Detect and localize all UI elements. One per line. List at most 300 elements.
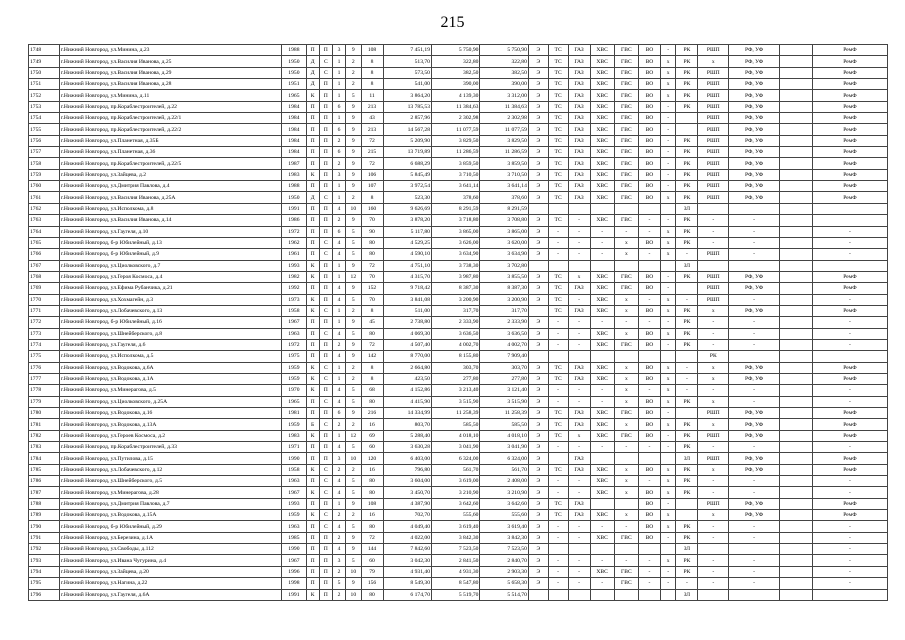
cell-repair-fund: -	[812, 237, 887, 248]
cell-living-area: 8 155,80	[431, 351, 479, 362]
cell-bath: х	[660, 67, 675, 78]
cell-living-area: 4 931,30	[431, 566, 479, 577]
cell-floors: 5	[346, 555, 361, 566]
cell-heating: ТС	[548, 283, 568, 294]
cell-repair-fund: -	[812, 294, 887, 305]
cell-gas: -	[568, 339, 590, 350]
cell-hot-water: -	[614, 521, 638, 532]
cell-address: г.Нижний Новгород, ул.Лобачевского, д.13	[59, 305, 281, 316]
cell-sewerage: -	[638, 578, 660, 589]
cell-floor-type: П	[319, 45, 332, 56]
cell-electricity: Э	[528, 181, 548, 192]
cell-repair-fund: РемФ	[812, 283, 887, 294]
cell-garbage-chute: х	[698, 510, 729, 521]
cell-cold-water: ХВС	[590, 510, 614, 521]
cell-wall-type: П	[306, 328, 319, 339]
cell-facade: РФ, УФ	[729, 135, 780, 146]
cell-entrances: 4	[332, 249, 345, 260]
cell-address: г.Нижний Новгород, ул.Минерагова, д.28	[59, 487, 281, 498]
cell-residential-area: 2 333,90	[480, 317, 528, 328]
cell-facade	[729, 260, 780, 271]
cell-living-area: 4 139,30	[431, 90, 479, 101]
cell-hot-water: ГВС	[614, 192, 638, 203]
cell-address: г.Нижний Новгород, пр.Кораблестроителей, д.22/2	[59, 124, 281, 135]
cell-total-area: 4 507,40	[383, 339, 431, 350]
cell-repair-fund: РемФ	[812, 305, 887, 316]
cell-apartments: 215	[361, 147, 383, 158]
cell-address: г.Нижний Новгород, ул.Василия Иванова, д.25	[59, 56, 281, 67]
table-row	[29, 90, 888, 101]
cell-floor-type: П	[319, 351, 332, 362]
cell-facade: -	[729, 532, 780, 543]
cell-living-area: 378,60	[431, 192, 479, 203]
cell-sewerage	[638, 544, 660, 555]
cell-repair-fund: РемФ	[812, 510, 887, 521]
cell-total-area: 4 529,25	[383, 237, 431, 248]
cell-facade: РФ, УФ	[729, 90, 780, 101]
cell-wall-type: К	[306, 464, 319, 475]
cell-cold-water: ХВС	[590, 56, 614, 67]
cell-electricity: Э	[528, 476, 548, 487]
cell-gas: ГАЗ	[568, 169, 590, 180]
cell-garbage-chute: х	[698, 305, 729, 316]
cell-gas	[568, 351, 590, 362]
cell-address: г.Нижний Новгород, ул.Ефима Рубанчика, д.21	[59, 283, 281, 294]
cell-row-number: 1789	[29, 510, 60, 521]
cell-address: г.Нижний Новгород, ул.Водокова, д.13А	[59, 419, 281, 430]
cell-gas: -	[568, 487, 590, 498]
cell-facade: -	[729, 237, 780, 248]
cell-living-area: 8 291,59	[431, 203, 479, 214]
cell-total-area: 3 878,20	[383, 215, 431, 226]
cell-floor-type: П	[319, 271, 332, 282]
cell-row-number: 1777	[29, 373, 60, 384]
cell-facade: -	[729, 521, 780, 532]
cell-cold-water: ХВС	[590, 124, 614, 135]
cell-sewerage: ВО	[638, 56, 660, 67]
cell-repair-fund: РемФ	[812, 464, 887, 475]
cell-floor-type: П	[319, 408, 332, 419]
cell-floor-type: С	[319, 305, 332, 316]
cell-floor-type: П	[319, 453, 332, 464]
table-row	[29, 271, 888, 282]
cell-blank	[779, 544, 812, 555]
cell-floor-type: С	[319, 510, 332, 521]
cell-heating	[548, 351, 568, 362]
cell-blank	[779, 101, 812, 112]
cell-year-built: 1984	[282, 135, 306, 146]
table-row	[29, 45, 888, 56]
cell-heating: -	[548, 226, 568, 237]
cell-kitchen-stove: РК	[676, 90, 698, 101]
cell-hot-water: ГВС	[614, 532, 638, 543]
cell-garbage-chute: -	[698, 555, 729, 566]
cell-cold-water	[590, 203, 614, 214]
cell-repair-fund: -	[812, 578, 887, 589]
cell-floors: 10	[346, 453, 361, 464]
cell-cold-water: ХВС	[590, 408, 614, 419]
cell-blank	[779, 396, 812, 407]
cell-residential-area: 8 387,30	[480, 283, 528, 294]
cell-wall-type: К	[306, 487, 319, 498]
cell-entrances: 2	[332, 215, 345, 226]
cell-garbage-chute: -	[698, 328, 729, 339]
cell-row-number: 1774	[29, 339, 60, 350]
cell-entrances: 6	[332, 147, 345, 158]
cell-entrances: 4	[332, 396, 345, 407]
cell-floors: 5	[346, 396, 361, 407]
cell-floors: 9	[346, 101, 361, 112]
cell-year-built: 1972	[282, 226, 306, 237]
cell-bath: х	[660, 226, 675, 237]
cell-blank	[779, 260, 812, 271]
cell-repair-fund: РемФ	[812, 419, 887, 430]
cell-total-area: 7 451,19	[383, 45, 431, 56]
cell-hot-water	[614, 351, 638, 362]
cell-gas: ГАЗ	[568, 113, 590, 124]
cell-floor-type: С	[319, 419, 332, 430]
cell-kitchen-stove: -	[676, 373, 698, 384]
cell-electricity: Э	[528, 498, 548, 509]
cell-apartments: 16	[361, 464, 383, 475]
cell-bath: -	[660, 169, 675, 180]
cell-hot-water: х	[614, 510, 638, 521]
cell-total-area: 6 688,29	[383, 158, 431, 169]
cell-repair-fund: РемФ	[812, 169, 887, 180]
cell-total-area: 5 117,80	[383, 226, 431, 237]
cell-year-built: 1983	[282, 430, 306, 441]
cell-living-area: 3 210,90	[431, 487, 479, 498]
cell-heating: -	[548, 385, 568, 396]
cell-living-area: 3 636,50	[431, 328, 479, 339]
cell-heating: ТС	[548, 169, 568, 180]
table-row	[29, 566, 888, 577]
cell-sewerage: ВО	[638, 498, 660, 509]
cell-electricity: Э	[528, 578, 548, 589]
cell-heating: ТС	[548, 362, 568, 373]
cell-hot-water: ГВС	[614, 408, 638, 419]
cell-electricity: Э	[528, 453, 548, 464]
cell-blank	[779, 521, 812, 532]
cell-repair-fund: РемФ	[812, 192, 887, 203]
cell-row-number: 1768	[29, 271, 60, 282]
cell-facade: -	[729, 487, 780, 498]
table-row	[29, 305, 888, 316]
cell-heating: ТС	[548, 294, 568, 305]
cell-facade: РФ, УФ	[729, 305, 780, 316]
cell-sewerage: -	[638, 294, 660, 305]
cell-total-area: 6 174,70	[383, 589, 431, 600]
cell-apartments: 80	[361, 328, 383, 339]
cell-hot-water: х	[614, 294, 638, 305]
cell-residential-area: 382,50	[480, 67, 528, 78]
cell-electricity: Э	[528, 294, 548, 305]
cell-repair-fund: РемФ	[812, 56, 887, 67]
cell-electricity: Э	[528, 158, 548, 169]
cell-year-built: 1958	[282, 305, 306, 316]
cell-garbage-chute: -	[698, 521, 729, 532]
cell-wall-type: К	[306, 430, 319, 441]
cell-living-area: 3 642,60	[431, 498, 479, 509]
cell-apartments: 120	[361, 453, 383, 464]
cell-bath: х	[660, 373, 675, 384]
cell-address: г.Нижний Новгород, б-р Юбилейный, д.16	[59, 317, 281, 328]
cell-living-area: 3 865,00	[431, 226, 479, 237]
cell-living-area: 11 286,59	[431, 147, 479, 158]
cell-gas: ГАЗ	[568, 135, 590, 146]
cell-residential-area: 3 710,50	[480, 169, 528, 180]
cell-electricity: Э	[528, 396, 548, 407]
cell-wall-type: П	[306, 476, 319, 487]
cell-heating: ТС	[548, 79, 568, 90]
cell-address: г.Нижний Новгород, ул.Героев Космоса, д.2	[59, 430, 281, 441]
cell-apartments: 72	[361, 158, 383, 169]
cell-year-built: 1986	[282, 215, 306, 226]
cell-year-built: 1959	[282, 362, 306, 373]
cell-row-number: 1752	[29, 90, 60, 101]
cell-floors: 5	[346, 237, 361, 248]
cell-kitchen-stove: РК	[676, 169, 698, 180]
table-row	[29, 135, 888, 146]
cell-wall-type: П	[306, 555, 319, 566]
cell-garbage-chute	[698, 544, 729, 555]
cell-year-built: 1970	[282, 385, 306, 396]
cell-hot-water: ГВС	[614, 56, 638, 67]
cell-electricity: Э	[528, 226, 548, 237]
cell-kitchen-stove: РК	[676, 305, 698, 316]
cell-repair-fund: -	[812, 249, 887, 260]
cell-address: г.Нижний Новгород, ул.Зайцева, д.20	[59, 566, 281, 577]
cell-electricity: Э	[528, 510, 548, 521]
cell-apartments: 213	[361, 101, 383, 112]
cell-blank	[779, 408, 812, 419]
cell-address: г.Нижний Новгород, б-р Юбилейный, д.9	[59, 249, 281, 260]
cell-blank	[779, 362, 812, 373]
cell-hot-water: ГВС	[614, 181, 638, 192]
cell-entrances: 2	[332, 464, 345, 475]
cell-cold-water: ХВС	[590, 328, 614, 339]
cell-cold-water: ХВС	[590, 430, 614, 441]
cell-gas: ГАЗ	[568, 45, 590, 56]
cell-residential-area: 3 642,60	[480, 498, 528, 509]
cell-bath: -	[660, 113, 675, 124]
cell-garbage-chute: РШП	[698, 158, 729, 169]
cell-floor-type: П	[319, 566, 332, 577]
cell-cold-water	[590, 589, 614, 600]
cell-cold-water	[590, 544, 614, 555]
housing-registry-table	[28, 44, 888, 601]
cell-living-area: 382,50	[431, 67, 479, 78]
cell-year-built: 1991	[282, 589, 306, 600]
cell-cold-water: ХВС	[590, 419, 614, 430]
cell-sewerage: ВО	[638, 521, 660, 532]
cell-garbage-chute: х	[698, 464, 729, 475]
cell-facade: РФ, УФ	[729, 362, 780, 373]
cell-sewerage: ВО	[638, 362, 660, 373]
cell-wall-type: П	[306, 498, 319, 509]
cell-hot-water: х	[614, 362, 638, 373]
cell-kitchen-stove: РК	[676, 101, 698, 112]
cell-floors: 9	[346, 317, 361, 328]
cell-kitchen-stove: РК	[676, 158, 698, 169]
cell-floors: 2	[346, 192, 361, 203]
cell-wall-type: П	[306, 226, 319, 237]
cell-blank	[779, 419, 812, 430]
cell-wall-type: П	[306, 408, 319, 419]
cell-wall-type: П	[306, 566, 319, 577]
table-row	[29, 498, 888, 509]
cell-wall-type: П	[306, 249, 319, 260]
cell-garbage-chute: РШП	[698, 90, 729, 101]
table-row	[29, 521, 888, 532]
cell-blank	[779, 555, 812, 566]
cell-kitchen-stove: РК	[676, 237, 698, 248]
cell-facade: РФ, УФ	[729, 430, 780, 441]
cell-garbage-chute: РШП	[698, 453, 729, 464]
cell-facade: РФ, УФ	[729, 464, 780, 475]
cell-hot-water: ГВС	[614, 113, 638, 124]
cell-entrances: 2	[332, 419, 345, 430]
cell-year-built: 1959	[282, 419, 306, 430]
cell-cold-water: ХВС	[590, 147, 614, 158]
cell-apartments: 80	[361, 249, 383, 260]
cell-entrances: 2	[332, 532, 345, 543]
cell-floors: 9	[346, 351, 361, 362]
cell-gas: -	[568, 521, 590, 532]
cell-bath: -	[660, 215, 675, 226]
cell-heating: ТС	[548, 181, 568, 192]
cell-facade: РФ, УФ	[729, 192, 780, 203]
cell-cold-water: ХВС	[590, 487, 614, 498]
cell-residential-area: 317,70	[480, 305, 528, 316]
cell-bath: х	[660, 294, 675, 305]
cell-floors: 9	[346, 498, 361, 509]
cell-address: г.Нижний Новгород, б-р Юбилейный, д.29	[59, 521, 281, 532]
cell-electricity: Э	[528, 464, 548, 475]
cell-total-area: 4 931,40	[383, 566, 431, 577]
cell-entrances: 1	[332, 362, 345, 373]
cell-sewerage: ВО	[638, 532, 660, 543]
cell-electricity: Э	[528, 419, 548, 430]
cell-electricity: Э	[528, 544, 548, 555]
cell-gas: ГАЗ	[568, 453, 590, 464]
cell-floors: 9	[346, 181, 361, 192]
cell-heating: -	[548, 521, 568, 532]
cell-heating: ТС	[548, 430, 568, 441]
cell-wall-type: К	[306, 260, 319, 271]
cell-floor-type: П	[319, 79, 332, 90]
cell-heating: ТС	[548, 158, 568, 169]
cell-year-built: 1967	[282, 555, 306, 566]
cell-kitchen-stove: РК	[676, 566, 698, 577]
cell-living-area: 8 387,30	[431, 283, 479, 294]
cell-heating: ТС	[548, 101, 568, 112]
cell-bath	[660, 544, 675, 555]
cell-entrances: 1	[332, 56, 345, 67]
cell-sewerage: ВО	[638, 147, 660, 158]
cell-sewerage: ВО	[638, 90, 660, 101]
cell-gas: ГАЗ	[568, 283, 590, 294]
cell-floors: 2	[346, 67, 361, 78]
cell-bath: х	[660, 521, 675, 532]
cell-residential-area: 2 840,70	[480, 555, 528, 566]
cell-repair-fund: РемФ	[812, 79, 887, 90]
cell-blank	[779, 498, 812, 509]
cell-floors: 2	[346, 56, 361, 67]
cell-repair-fund: РемФ	[812, 362, 887, 373]
cell-sewerage: ВО	[638, 408, 660, 419]
cell-kitchen-stove: РК	[676, 464, 698, 475]
cell-entrances: 5	[332, 578, 345, 589]
cell-sewerage: ВО	[638, 305, 660, 316]
cell-apartments: 8	[361, 56, 383, 67]
cell-entrances: 1	[332, 498, 345, 509]
cell-hot-water	[614, 453, 638, 464]
cell-apartments: 216	[361, 408, 383, 419]
cell-bath: -	[660, 578, 675, 589]
cell-bath: х	[660, 385, 675, 396]
table-row	[29, 192, 888, 203]
cell-residential-area: 3 619,40	[480, 521, 528, 532]
cell-kitchen-stove: ЗЛ	[676, 544, 698, 555]
table-row	[29, 67, 888, 78]
cell-hot-water: х	[614, 396, 638, 407]
cell-living-area: 4 018,10	[431, 430, 479, 441]
cell-kitchen-stove	[676, 124, 698, 135]
cell-sewerage: ВО	[638, 135, 660, 146]
cell-electricity: Э	[528, 373, 548, 384]
cell-gas: ГАЗ	[568, 192, 590, 203]
cell-floor-type: П	[319, 124, 332, 135]
cell-total-area: 541,00	[383, 79, 431, 90]
cell-entrances: 1	[332, 373, 345, 384]
cell-entrances: 1	[332, 67, 345, 78]
cell-facade: РФ, УФ	[729, 147, 780, 158]
cell-residential-area: 277,80	[480, 373, 528, 384]
cell-row-number: 1771	[29, 305, 60, 316]
table-row	[29, 317, 888, 328]
cell-gas: -	[568, 385, 590, 396]
cell-total-area: 5 845,49	[383, 169, 431, 180]
cell-apartments: 11	[361, 90, 383, 101]
cell-blank	[779, 283, 812, 294]
cell-gas: -	[568, 249, 590, 260]
cell-facade: -	[729, 249, 780, 260]
cell-electricity: Э	[528, 124, 548, 135]
cell-bath: -	[660, 124, 675, 135]
cell-total-area: 523,30	[383, 192, 431, 203]
cell-year-built: 1993	[282, 260, 306, 271]
cell-year-built: 1988	[282, 181, 306, 192]
cell-garbage-chute: РШП	[698, 147, 729, 158]
cell-floor-type: С	[319, 362, 332, 373]
cell-wall-type: П	[306, 124, 319, 135]
cell-bath: -	[660, 498, 675, 509]
cell-bath: х	[660, 464, 675, 475]
cell-wall-type: П	[306, 237, 319, 248]
cell-floor-type: П	[319, 430, 332, 441]
cell-address: г.Нижний Новгород, ул.Нагина, д.22	[59, 578, 281, 589]
cell-electricity	[528, 589, 548, 600]
cell-blank	[779, 317, 812, 328]
cell-heating: -	[548, 566, 568, 577]
cell-wall-type: К	[306, 589, 319, 600]
cell-floor-type: П	[319, 283, 332, 294]
cell-repair-fund	[812, 215, 887, 226]
cell-address: г.Нижний Новгород, ул.Василия Иванова, д.28	[59, 79, 281, 90]
cell-sewerage: ВО	[638, 237, 660, 248]
cell-blank	[779, 566, 812, 577]
